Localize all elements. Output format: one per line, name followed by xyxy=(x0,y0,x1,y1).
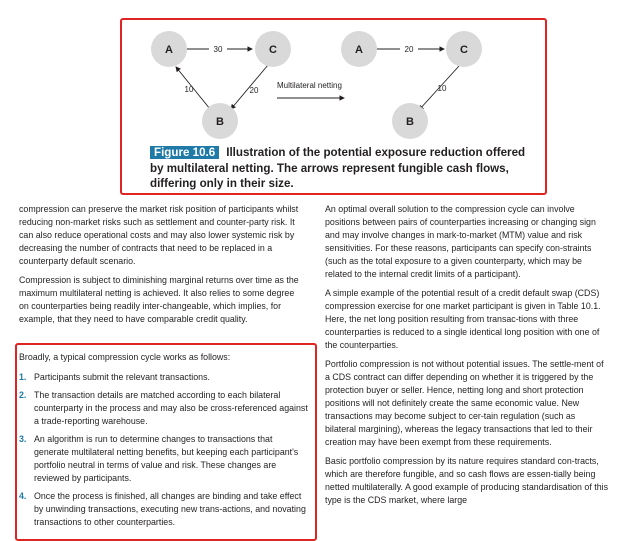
right-paragraph: An optimal overall solution to the compression cycle can involve positions between pairs of counterparties increasing or changing sign and may involve changes in mark-to-market (MTM) value and risk sensitivities. For these reasons, participants can specify con-straints (such as the total exposure to a given counterparty, which may be related to the internal credit limits of a participant). xyxy=(325,204,596,279)
right-edge-a-c-label: 20 xyxy=(404,45,414,54)
svg-text:B: B xyxy=(216,116,224,128)
step-number: 3. xyxy=(19,434,27,444)
left-edge-a-c-label: 30 xyxy=(213,45,223,54)
step-number: 1. xyxy=(19,372,27,382)
svg-text:C: C xyxy=(269,44,277,56)
step-item xyxy=(19,371,309,384)
figure-number-tag: Figure 10.6 xyxy=(150,146,219,159)
netting-diagram xyxy=(122,20,549,140)
left-edge-c-b xyxy=(231,65,268,109)
figure-caption-text: Illustration of the potential exposure reduction offered by multilateral netting. The arrows represent fungible cash flows, differing only in their size. xyxy=(150,146,526,190)
right-column xyxy=(325,203,608,513)
right-paragraph: A simple example of the potential result of a credit default swap (CDS) compression exercise for one market participant is given in Table 10.1. Here, the net long position resulting from transac-tions with three counterparties is reduced to a single identical long position with one of the counterparties. xyxy=(325,288,601,350)
right-edge-c-b-label: 10 xyxy=(437,84,447,93)
netting-transition xyxy=(277,81,344,98)
left-edge-b-a xyxy=(176,67,210,109)
svg-text:C: C xyxy=(460,44,468,56)
right-node-c xyxy=(446,31,482,67)
step-number: 4. xyxy=(19,491,27,501)
right-paragraph: Basic portfolio compression by its nature requires standard con-tracts, which are therefore fungible, and so cash flows are essen-tially being netted multilaterally. A good example of producing standardisation of this type is the CDS market, where large xyxy=(325,456,609,505)
svg-text:B: B xyxy=(406,116,414,128)
netting-label: Multilateral netting xyxy=(277,81,342,90)
figure-caption xyxy=(150,145,540,192)
figure-highlight-box xyxy=(120,18,547,195)
left-edge-b-a-label: 10 xyxy=(184,85,194,94)
right-edge-c-b xyxy=(419,66,459,110)
steps-intro: Broadly, a typical compression cycle works as follows: xyxy=(19,352,231,362)
step-item xyxy=(19,389,309,428)
step-text: An algorithm is run to determine changes to transactions that generate multilateral netting benefits, but keeping each participant's portfolio neutral in terms of value and risk. These changes are reviewed by participants. xyxy=(34,434,299,483)
right-paragraph: Portfolio compression is not without potential issues. The settle-ment of a CDS contract can differ depending on whether it is triggered by the protection buyer or seller. Hence, netting long and short protection positions will not definitely create the same economic value. New transactions may become subject to cer-tain regulation (such as bilateral margining), whereas the legacy transactions that led to their creation may have been exempt from these requirements. xyxy=(325,359,604,447)
svg-text:A: A xyxy=(355,44,363,56)
left-paragraph: Compression is subject to diminishing marginal returns over time as the maximum multilateral netting is achieved. It also relies to some degree on counterparties being readily inter-changeable, which implies, for example, that they need to have comparable credit quality. xyxy=(19,275,299,324)
left-node-c xyxy=(255,31,291,67)
compression-steps xyxy=(19,351,309,534)
left-paragraph: compression can preserve the market risk position of participants whilst reducing non-market risks such as settlement and counter-party risk. It can also reduce operational costs and may also lower systemic risk by decreasing the number of contracts that need to be replaced in a counterparty default scenario. xyxy=(19,204,299,266)
right-edge-a-c xyxy=(377,43,444,55)
step-item xyxy=(19,433,309,485)
right-node-a xyxy=(341,31,377,67)
left-edge-c-b-label: 20 xyxy=(249,86,259,95)
step-text: Participants submit the relevant transactions. xyxy=(34,372,210,382)
left-node-a xyxy=(151,31,187,67)
step-number: 2. xyxy=(19,390,27,400)
left-node-b xyxy=(202,103,238,139)
svg-text:A: A xyxy=(165,44,173,56)
left-column xyxy=(19,203,302,332)
step-text: The transaction details are matched according to each bilateral counterparty in the process and may also be cross-referenced against a trade-reporting warehouse. xyxy=(34,390,308,426)
step-text: Once the process is finished, all changes are binding and take effect by unwinding transactions, executing new trans-actions, and novating transactions to other counterparties. xyxy=(34,491,306,527)
left-edge-a-c xyxy=(187,43,252,55)
step-item xyxy=(19,490,309,529)
right-node-b xyxy=(392,103,428,139)
